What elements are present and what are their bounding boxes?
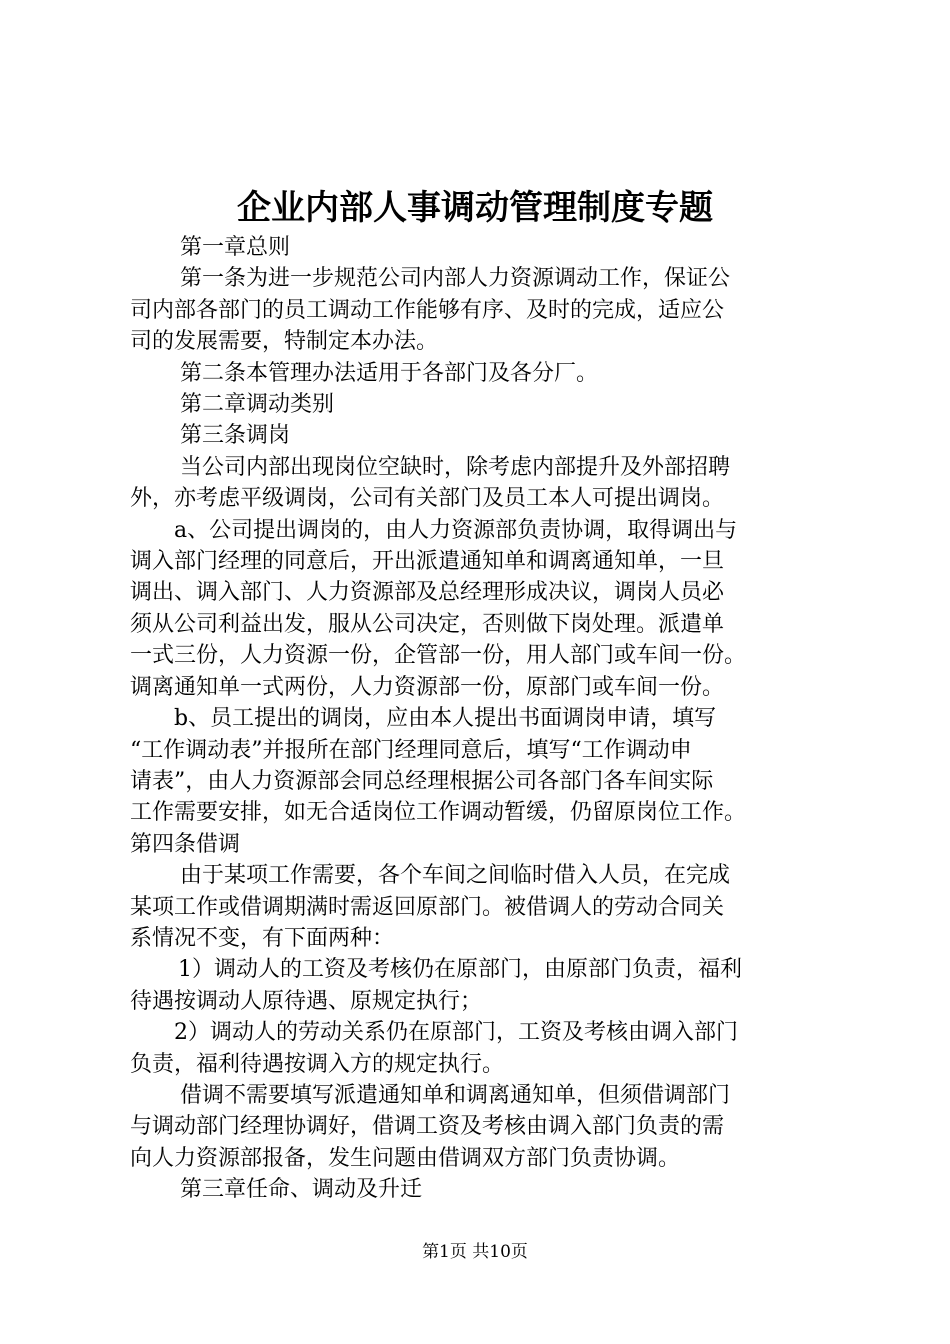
document-body xyxy=(130,232,850,1206)
paragraph-line: 某项工作或借调期满时需返回原部门。被借调人的劳动合同关 xyxy=(130,894,725,920)
list-item-line: 待遇按调动人原待遇、原规定执行； xyxy=(130,988,483,1014)
paragraph-line: a、公司提出调岗的，由人力资源部负责协调，取得调出与 xyxy=(174,517,738,543)
paragraph-line: 须从公司利益出发，服从公司决定，否则做下岗处理。派遣单 xyxy=(130,611,725,637)
paragraph-line: 第二条本管理办法适用于各部门及各分厂。 xyxy=(180,360,599,386)
chapter-heading: 第二章调动类别 xyxy=(180,392,335,418)
paragraph-line: b、员工提出的调岗，应由本人提出书面调岗申请，填写 xyxy=(174,706,717,732)
paragraph-line: 系情况不变，有下面两种： xyxy=(130,925,395,951)
paragraph-line: 调离通知单一式两份，人力资源部一份，原部门或车间一份。 xyxy=(130,674,725,700)
document-title: 企业内部人事调动管理制度专题 xyxy=(237,188,713,228)
paragraph-line: 调入部门经理的同意后，开出派遣通知单和调离通知单，一旦 xyxy=(130,549,725,575)
paragraph-line: 外，亦考虑平级调岗，公司有关部门及员工本人可提出调岗。 xyxy=(130,486,725,512)
paragraph-line: 由于某项工作需要，各个车间之间临时借入人员，在完成 xyxy=(180,863,731,889)
paragraph-line: 请表”，由人力资源部会同总经理根据公司各部门各车间实际 xyxy=(130,768,714,794)
paragraph-line: 借调不需要填写派遣通知单和调离通知单，但须借调部门 xyxy=(180,1082,731,1108)
list-item-line: 2）调动人的劳动关系仍在原部门，工资及考核由调入部门 xyxy=(174,1020,738,1046)
list-item-line: 负责，福利待遇按调入方的规定执行。 xyxy=(130,1051,505,1077)
paragraph-line: 当公司内部出现岗位空缺时，除考虑内部提升及外部招聘 xyxy=(180,454,731,480)
paragraph-line: 司的发展需要，特制定本办法。 xyxy=(130,329,439,355)
paragraph-line: 与调动部门经理协调好，借调工资及考核由调入部门负责的需 xyxy=(130,1114,725,1140)
list-item-line: 1）调动人的工资及考核仍在原部门，由原部门负责，福利 xyxy=(178,957,742,983)
paragraph-line: 司内部各部门的员工调动工作能够有序、及时的完成，适应公 xyxy=(130,297,725,323)
chapter-heading: 第三章任命、调动及升迁 xyxy=(180,1177,423,1203)
article-heading: 第四条借调 xyxy=(130,831,241,857)
paragraph-line: 调出、调入部门、人力资源部及总经理形成决议，调岗人员必 xyxy=(130,580,725,606)
paragraph-line: 第一条为进一步规范公司内部人力资源调动工作，保证公 xyxy=(180,266,731,292)
paragraph-line: 向人力资源部报备，发生问题由借调双方部门负责协调。 xyxy=(130,1145,681,1171)
article-heading: 第三条调岗 xyxy=(180,423,291,449)
chapter-heading: 第一章总则 xyxy=(180,235,291,260)
paragraph-line: “工作调动表”并报所在部门经理同意后，填写“工作调动申 xyxy=(130,737,692,763)
paragraph-line: 一式三份，人力资源一份，企管部一份，用人部门或车间一份。 xyxy=(130,643,747,669)
paragraph-line: 工作需要安排，如无合适岗位工作调动暂缓，仍留原岗位工作。 xyxy=(130,800,747,826)
page-footer: 第1页 共10页 xyxy=(422,1242,528,1262)
